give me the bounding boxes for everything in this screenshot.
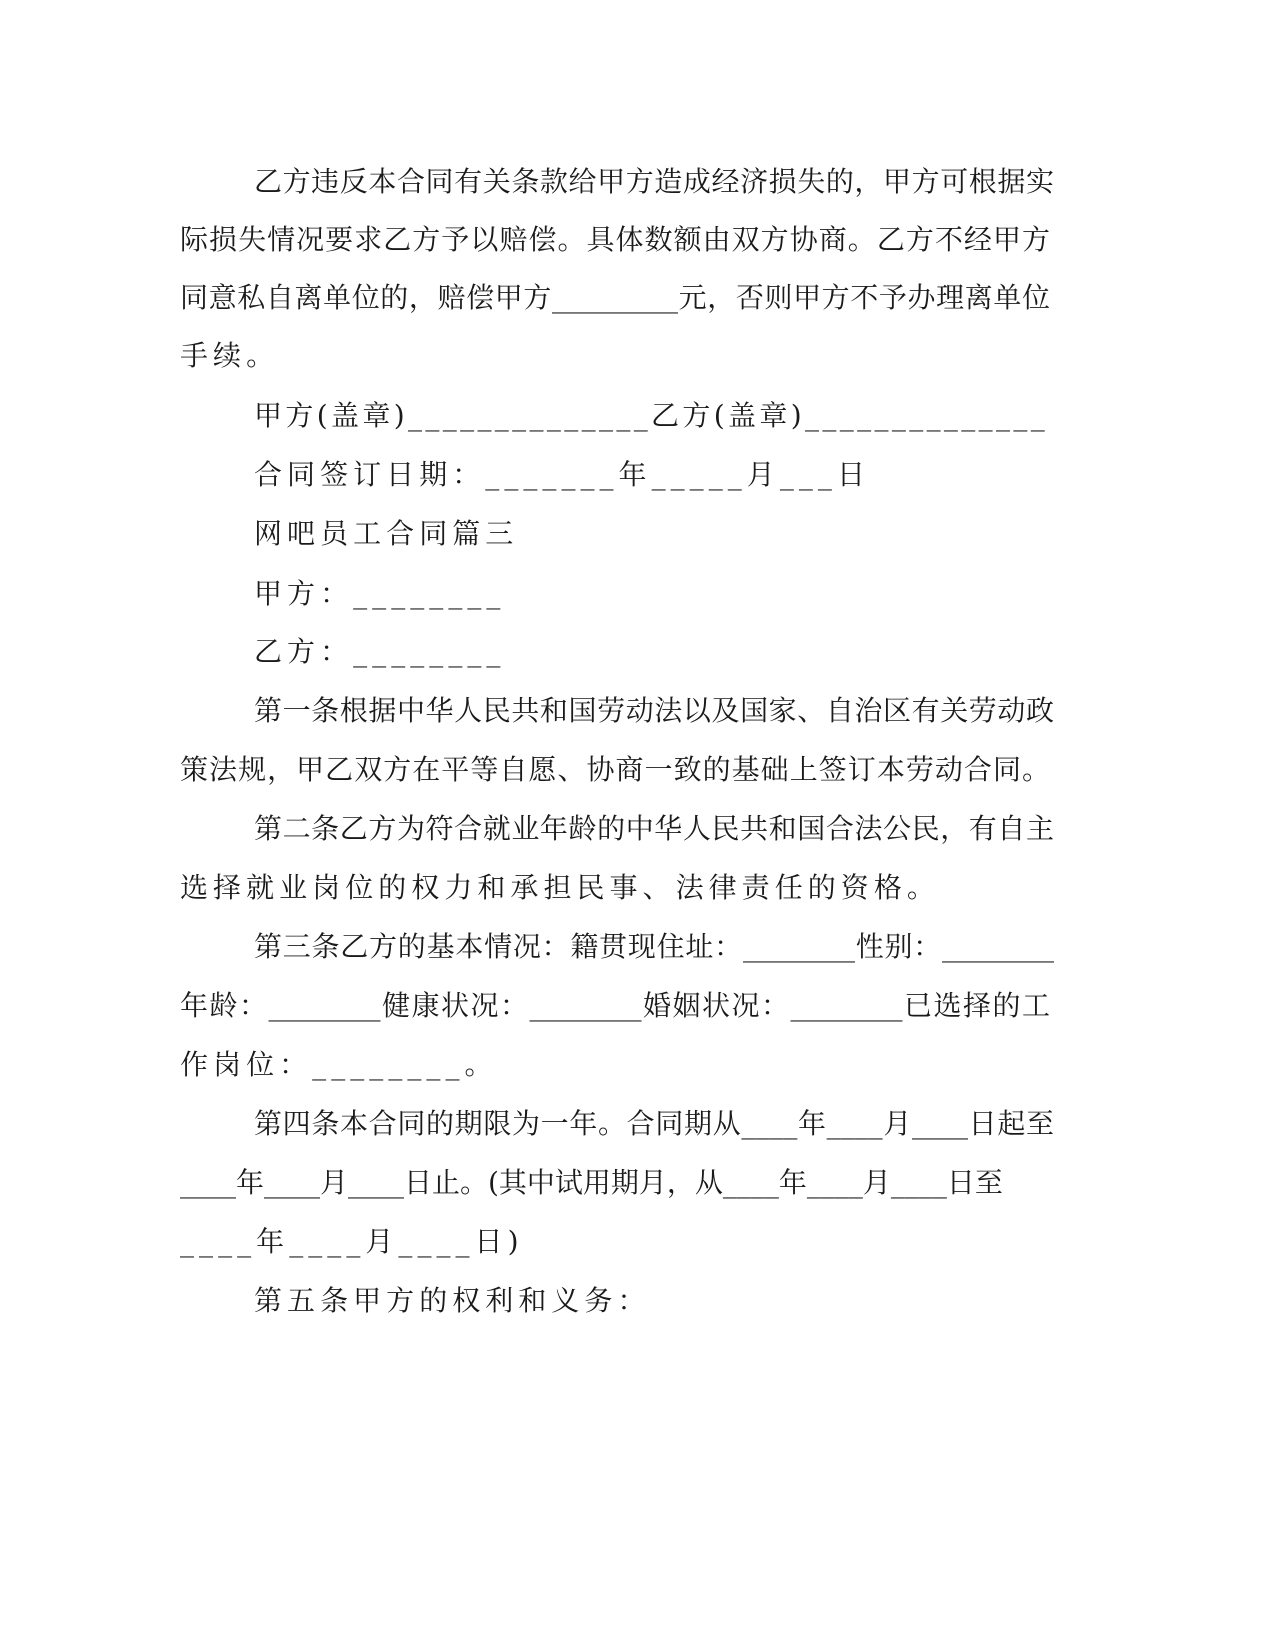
article-2-line: 第二条乙方为符合就业年龄的中华人民共和国合法公民，有自主 [254, 812, 1054, 845]
article-3-line: 作岗位：________。 [180, 1048, 498, 1081]
article-1-line: 策法规，甲乙双方在平等自愿、协商一致的基础上签订本劳动合同。 [180, 753, 1050, 786]
article-3-line: 第三条乙方的基本情况：籍贯现住址：________性别：________ [254, 930, 1054, 963]
article-2-line: 选择就业岗位的权力和承担民事、法律责任的资格。 [180, 871, 940, 904]
article-3-line: 年龄：________健康状况：________婚姻状况：________已选择的工 [180, 989, 1050, 1022]
paragraph-line: 际损失情况要求乙方予以赔偿。具体数额由双方协商。乙方不经甲方 [180, 223, 1050, 256]
sign-date-line: 合同签订日期：_______年_____月___日 [254, 458, 871, 491]
article-4-line: 第四条本合同的期限为一年。合同期从____年____月____日起至 [254, 1107, 1054, 1140]
article-4-line: ____年____月____日) [180, 1225, 524, 1258]
signature-line: 甲方(盖章)______________乙方(盖章)______________ [254, 399, 1049, 432]
paragraph-line: 乙方违反本合同有关条款给甲方造成经济损失的，甲方可根据实 [254, 165, 1054, 198]
section-heading: 网吧员工合同篇三 [254, 517, 519, 550]
article-1-line: 第一条根据中华人民共和国劳动法以及国家、自治区有关劳动政 [254, 694, 1054, 727]
paragraph-line: 手续。 [180, 339, 280, 372]
article-5-heading: 第五条甲方的权利和义务： [254, 1284, 651, 1317]
party-a-line: 甲方：________ [254, 577, 506, 610]
paragraph-line: 同意私自离单位的，赔偿甲方_________元，否则甲方不予办理离单位 [180, 281, 1050, 314]
party-b-line: 乙方：________ [254, 635, 506, 668]
article-4-line: ____年____月____日止。(其中试用期月，从____年____月____日至 [180, 1166, 1003, 1199]
